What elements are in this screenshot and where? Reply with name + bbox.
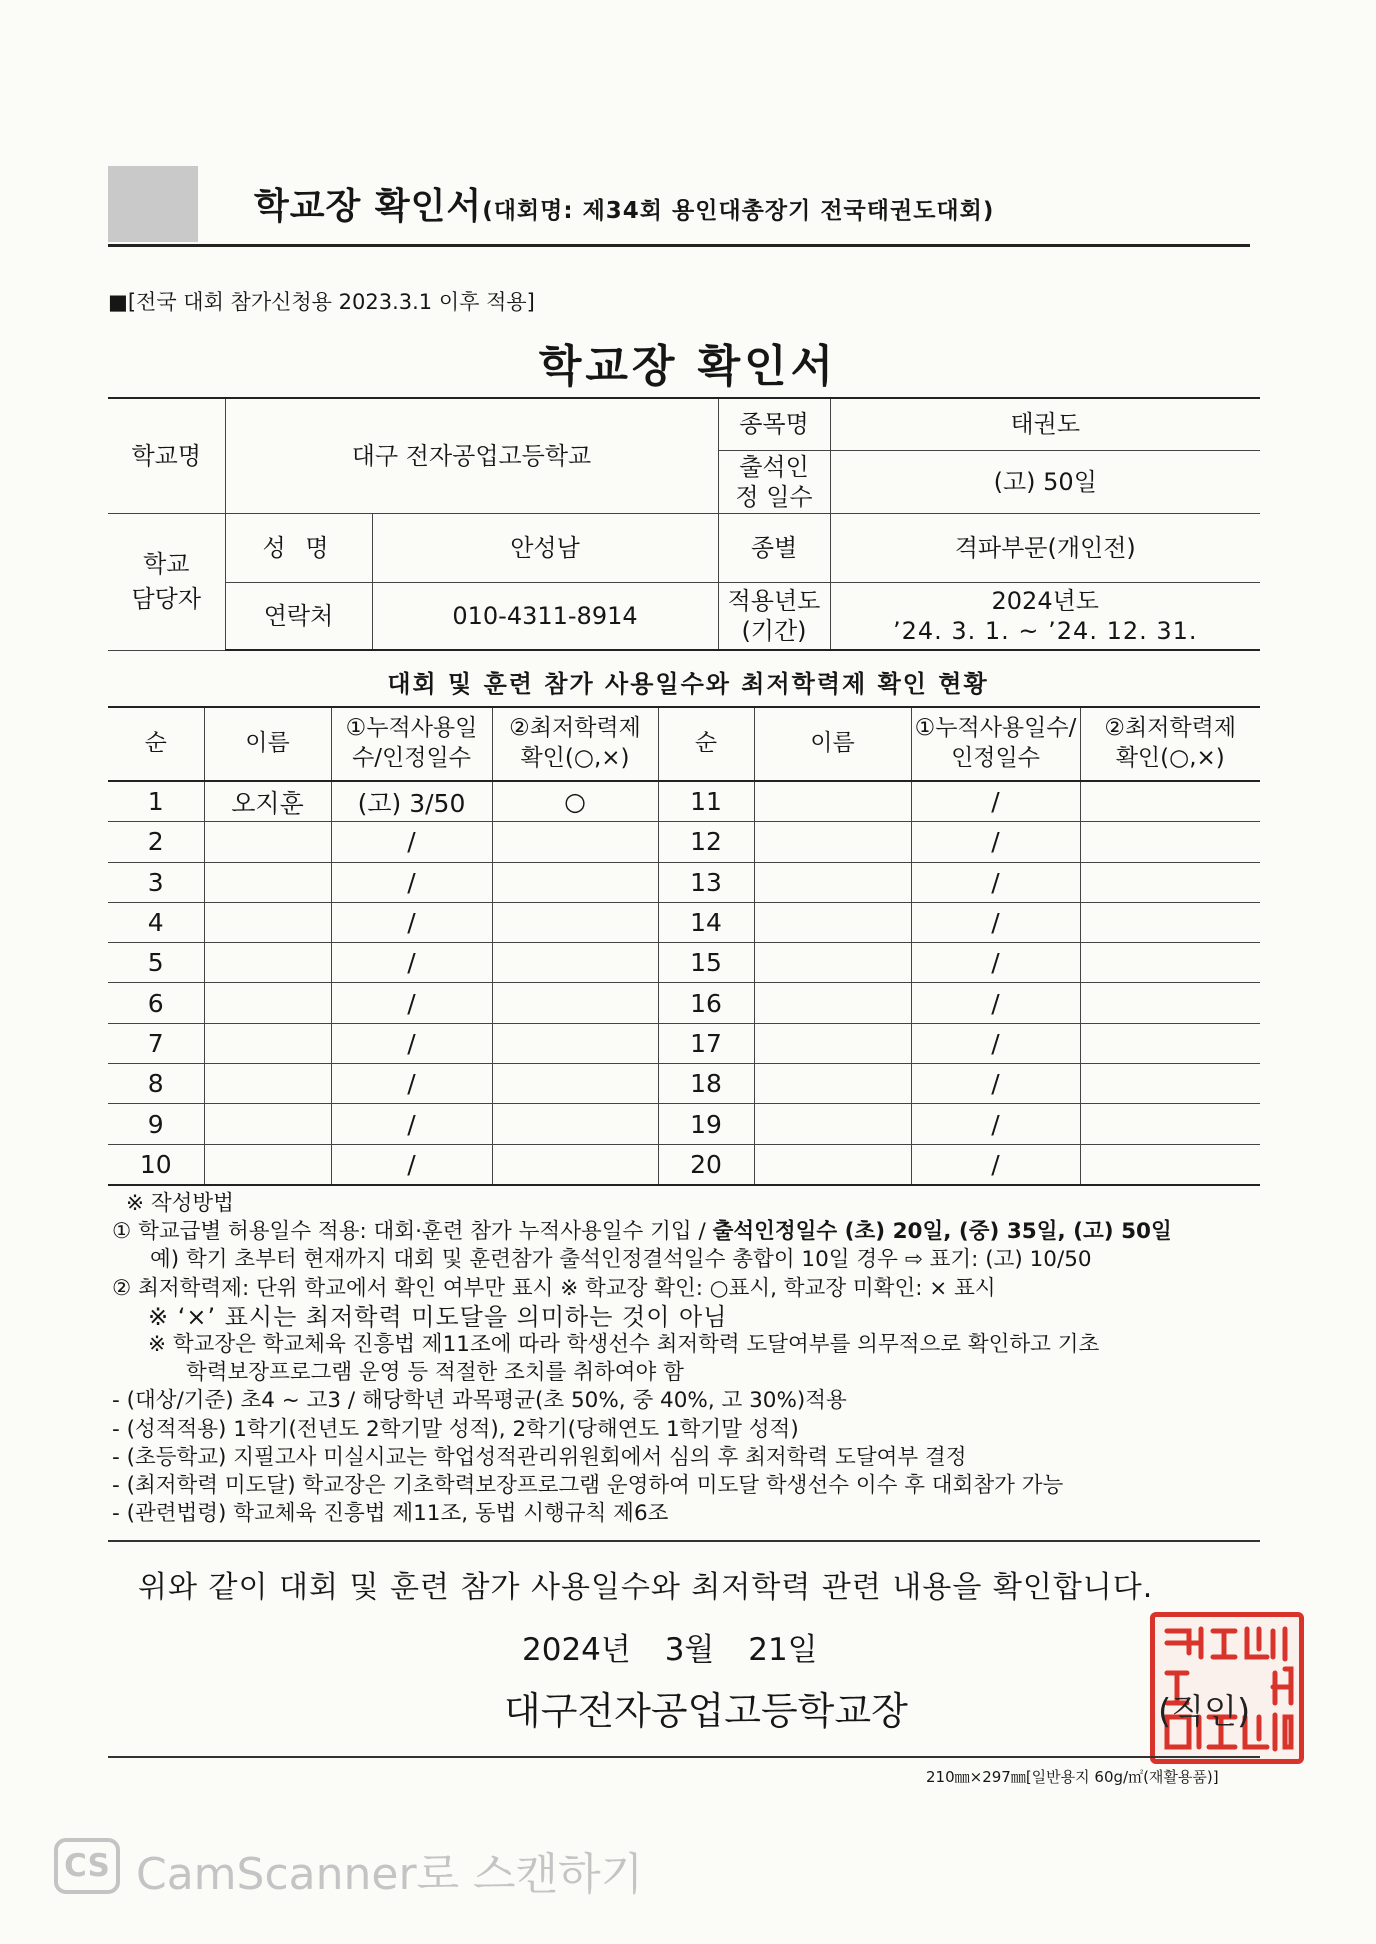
contact-label: 연락처 (225, 582, 372, 650)
col-days-right (911, 707, 1080, 781)
principal-name: 대구전자공업고등학교장 (504, 1689, 908, 1733)
contact-value: 010-4311-8914 (372, 582, 718, 650)
col-name-right: 이름 (754, 707, 911, 781)
cell-r-days: / (911, 1023, 1080, 1063)
col-days-left-text: ①누적사용일수/인정일수 (345, 715, 478, 771)
period-range: ’24. 3. 1. ~ ’24. 12. 31. (892, 616, 1198, 645)
cell-r-days: / (911, 781, 1080, 822)
cell-l-no: 1 (108, 781, 204, 822)
notice-line: ■[전국 대회 참가신청용 2023.3.1 이후 적용] (108, 290, 535, 314)
cell-r-name (754, 822, 911, 862)
method-line-1 (112, 1218, 1262, 1246)
cell-r-days: / (911, 822, 1080, 862)
cell-l-days: / (331, 1023, 492, 1063)
cell-r-days: / (911, 862, 1080, 902)
manager-label-text: 학교 담당자 (131, 549, 202, 613)
cell-l-min (492, 902, 658, 942)
cell-l-name (204, 1104, 331, 1144)
col-days-right-text: ①누적사용일수/인정일수 (914, 715, 1077, 771)
name-value: 안성남 (372, 513, 718, 582)
cell-r-days: / (911, 943, 1080, 983)
cell-r-min (1080, 943, 1260, 983)
cell-r-no: 11 (658, 781, 754, 822)
col-no-left: 순 (108, 707, 204, 781)
notes-rule (108, 1540, 1260, 1542)
cell-l-days: / (331, 862, 492, 902)
cell-l-no: 9 (108, 1104, 204, 1144)
camscanner-watermark: CamScanner로 스캔하기 (136, 1849, 644, 1900)
cell-r-name (754, 781, 911, 822)
method-line-1b: 출석인정일수 (초) 20일, (중) 35일, (고) 50일 (712, 1219, 1172, 1245)
table-row (108, 902, 1260, 942)
cell-r-no: 13 (658, 862, 754, 902)
cell-r-min (1080, 781, 1260, 822)
event-label: 종목명 (718, 398, 830, 450)
cell-r-days: / (911, 1104, 1080, 1144)
cell-l-days: / (331, 943, 492, 983)
cell-l-no: 4 (108, 902, 204, 942)
period-value (830, 582, 1260, 650)
cell-l-min (492, 1104, 658, 1144)
header-gray-block (108, 166, 198, 242)
col-min-left-text: ②최저학력제 확인(○,×) (509, 715, 641, 771)
cell-l-no: 5 (108, 943, 204, 983)
cell-r-min (1080, 1144, 1260, 1185)
cell-r-name (754, 943, 911, 983)
cell-r-min (1080, 1064, 1260, 1104)
table-row (108, 862, 1260, 902)
attend-label (718, 450, 830, 513)
cell-l-days: / (331, 822, 492, 862)
category-value: 격파부문(개인전) (830, 513, 1260, 582)
table-row (108, 983, 1260, 1023)
cell-l-no: 7 (108, 1023, 204, 1063)
school-value: 대구 전자공업고등학교 (225, 398, 718, 513)
cell-l-name (204, 1023, 331, 1063)
header-title-main: 학교장 확인서 (254, 186, 483, 227)
cell-l-name (204, 1064, 331, 1104)
event-value: 태권도 (830, 398, 1260, 450)
cell-l-name: 오지훈 (204, 781, 331, 822)
name-label: 성 명 (225, 513, 372, 582)
cell-l-days: / (331, 1104, 492, 1144)
cell-l-min (492, 862, 658, 902)
cell-l-no: 8 (108, 1064, 204, 1104)
cell-r-no: 14 (658, 902, 754, 942)
period-year: 2024년도 (991, 586, 1099, 615)
col-days-left (331, 707, 492, 781)
cell-r-days: / (911, 983, 1080, 1023)
cell-l-name (204, 862, 331, 902)
cell-r-no: 15 (658, 943, 754, 983)
cell-r-name (754, 1064, 911, 1104)
seal-label: (직인) (1158, 1692, 1251, 1732)
col-min-left (492, 707, 658, 781)
table-row (108, 1023, 1260, 1063)
cell-r-min (1080, 822, 1260, 862)
cell-l-no: 10 (108, 1144, 204, 1185)
cell-r-name (754, 1144, 911, 1185)
cell-l-days: / (331, 1144, 492, 1185)
method-line-3: ② 최저학력제: 단위 학교에서 확인 여부만 표시 ※ 학교장 확인: ○표시, 학교장 미확인: × 표시 (112, 1275, 996, 1301)
cell-r-days: / (911, 1144, 1080, 1185)
cell-r-no: 16 (658, 983, 754, 1023)
cell-l-name (204, 943, 331, 983)
header-rule (108, 244, 1250, 247)
cell-l-min (492, 1144, 658, 1185)
cell-l-min (492, 1023, 658, 1063)
cell-l-days: / (331, 983, 492, 1023)
category-label: 종별 (718, 513, 830, 582)
cell-r-days: / (911, 1064, 1080, 1104)
manager-label (108, 513, 225, 650)
col-min-right-text: ②최저학력제 확인(○,×) (1104, 715, 1237, 771)
method-line-2: 예) 학기 초부터 현재까지 대회 및 훈련참가 출석인정결석일수 총합이 10일 경우 ⇨ 표기: (고) 10/50 (150, 1247, 1092, 1273)
method-line-9: - (초등학교) 지필고사 미실시교는 학업성적관리위원회에서 심의 후 최저학력 도달여부 결정 (112, 1444, 967, 1470)
method-notes (112, 1190, 1262, 1528)
method-line-1a: ① 학교급별 허용일수 적용: 대회·훈련 참가 누적사용일수 기입 / (112, 1219, 713, 1245)
period-label (718, 582, 830, 650)
method-line-11: - (관련법령) 학교체육 진흥법 제11조, 동법 시행규칙 제6조 (112, 1501, 669, 1527)
confirm-statement: 위와 같이 대회 및 훈련 참가 사용일수와 최저학력 관련 내용을 확인합니다. (138, 1570, 1154, 1605)
cell-l-name (204, 1144, 331, 1185)
method-line-10: - (최저학력 미도달) 학교장은 기초학력보장프로그램 운영하여 미도달 학생선수 이수 후 대회참가 가능 (112, 1473, 1064, 1499)
cell-r-name (754, 1104, 911, 1144)
cell-r-name (754, 1023, 911, 1063)
cell-r-min (1080, 983, 1260, 1023)
method-line-8: - (성적적용) 1학기(전년도 2학기말 성적), 2학기(당해연도 1학기말 성적) (112, 1416, 799, 1442)
status-title: 대회 및 훈련 참가 사용일수와 최저학력제 확인 현황 (387, 670, 989, 698)
table-row (108, 1144, 1260, 1185)
info-table (108, 397, 1260, 651)
status-body (108, 781, 1260, 1185)
main-title: 학교장 확인서 (538, 341, 838, 392)
status-table (108, 706, 1260, 1186)
paper-spec: 210㎜×297㎜[일반용지 60g/㎡(재활용품)] (926, 1768, 1219, 1786)
cell-l-no: 6 (108, 983, 204, 1023)
cell-l-days: / (331, 902, 492, 942)
cell-r-name (754, 902, 911, 942)
cell-l-days: (고) 3/50 (331, 781, 492, 822)
camscanner-logo-icon: CS (54, 1838, 120, 1894)
cell-l-min (492, 822, 658, 862)
cell-l-name (204, 983, 331, 1023)
cell-r-min (1080, 1023, 1260, 1063)
col-min-right (1080, 707, 1260, 781)
cell-l-min (492, 983, 658, 1023)
cell-l-min (492, 943, 658, 983)
header-title (254, 178, 994, 229)
cell-r-min (1080, 902, 1260, 942)
cell-r-no: 18 (658, 1064, 754, 1104)
cell-l-name (204, 822, 331, 862)
method-line-7: - (대상/기준) 초4 ~ 고3 / 해당학년 과목평균(초 50%, 중 40%, 고 30%)적용 (112, 1388, 847, 1414)
table-row (108, 1104, 1260, 1144)
table-row (108, 1064, 1260, 1104)
footer-rule (108, 1756, 1260, 1758)
period-label-text: 적용년도 (기간) (727, 586, 821, 645)
cell-r-min (1080, 1104, 1260, 1144)
col-name-left: 이름 (204, 707, 331, 781)
cell-r-name (754, 983, 911, 1023)
table-row (108, 822, 1260, 862)
attend-label-text: 출석인정 일수 (735, 452, 813, 511)
cell-l-days: / (331, 1064, 492, 1104)
cell-l-no: 3 (108, 862, 204, 902)
method-title: ※ 작성방법 (126, 1191, 234, 1216)
issue-date: 2024년 3월 21일 (522, 1632, 818, 1668)
method-line-6: 학력보장프로그램 운영 등 적절한 조치를 취하여야 함 (186, 1360, 684, 1386)
cell-l-min: ○ (492, 781, 658, 822)
method-line-4: ※ ‘×’ 표시는 최저학력 미도달을 의미하는 것이 아님 (148, 1302, 728, 1331)
cell-r-no: 12 (658, 822, 754, 862)
cell-l-no: 2 (108, 822, 204, 862)
table-row (108, 781, 1260, 822)
attend-value: (고) 50일 (830, 450, 1260, 513)
header-subtitle: (대회명: 제34회 용인대총장기 전국태권도대회) (482, 198, 995, 224)
cell-r-no: 17 (658, 1023, 754, 1063)
cell-r-name (754, 862, 911, 902)
table-row (108, 943, 1260, 983)
cell-r-days: / (911, 902, 1080, 942)
school-label: 학교명 (108, 398, 225, 513)
method-line-5: ※ 학교장은 학교체육 진흥법 제11조에 따라 학생선수 최저학력 도달여부를 의무적으로 확인하고 기초 (148, 1332, 1100, 1358)
cell-r-no: 20 (658, 1144, 754, 1185)
cell-r-no: 19 (658, 1104, 754, 1144)
col-no-right: 순 (658, 707, 754, 781)
cell-l-min (492, 1064, 658, 1104)
cell-r-min (1080, 862, 1260, 902)
cell-l-name (204, 902, 331, 942)
